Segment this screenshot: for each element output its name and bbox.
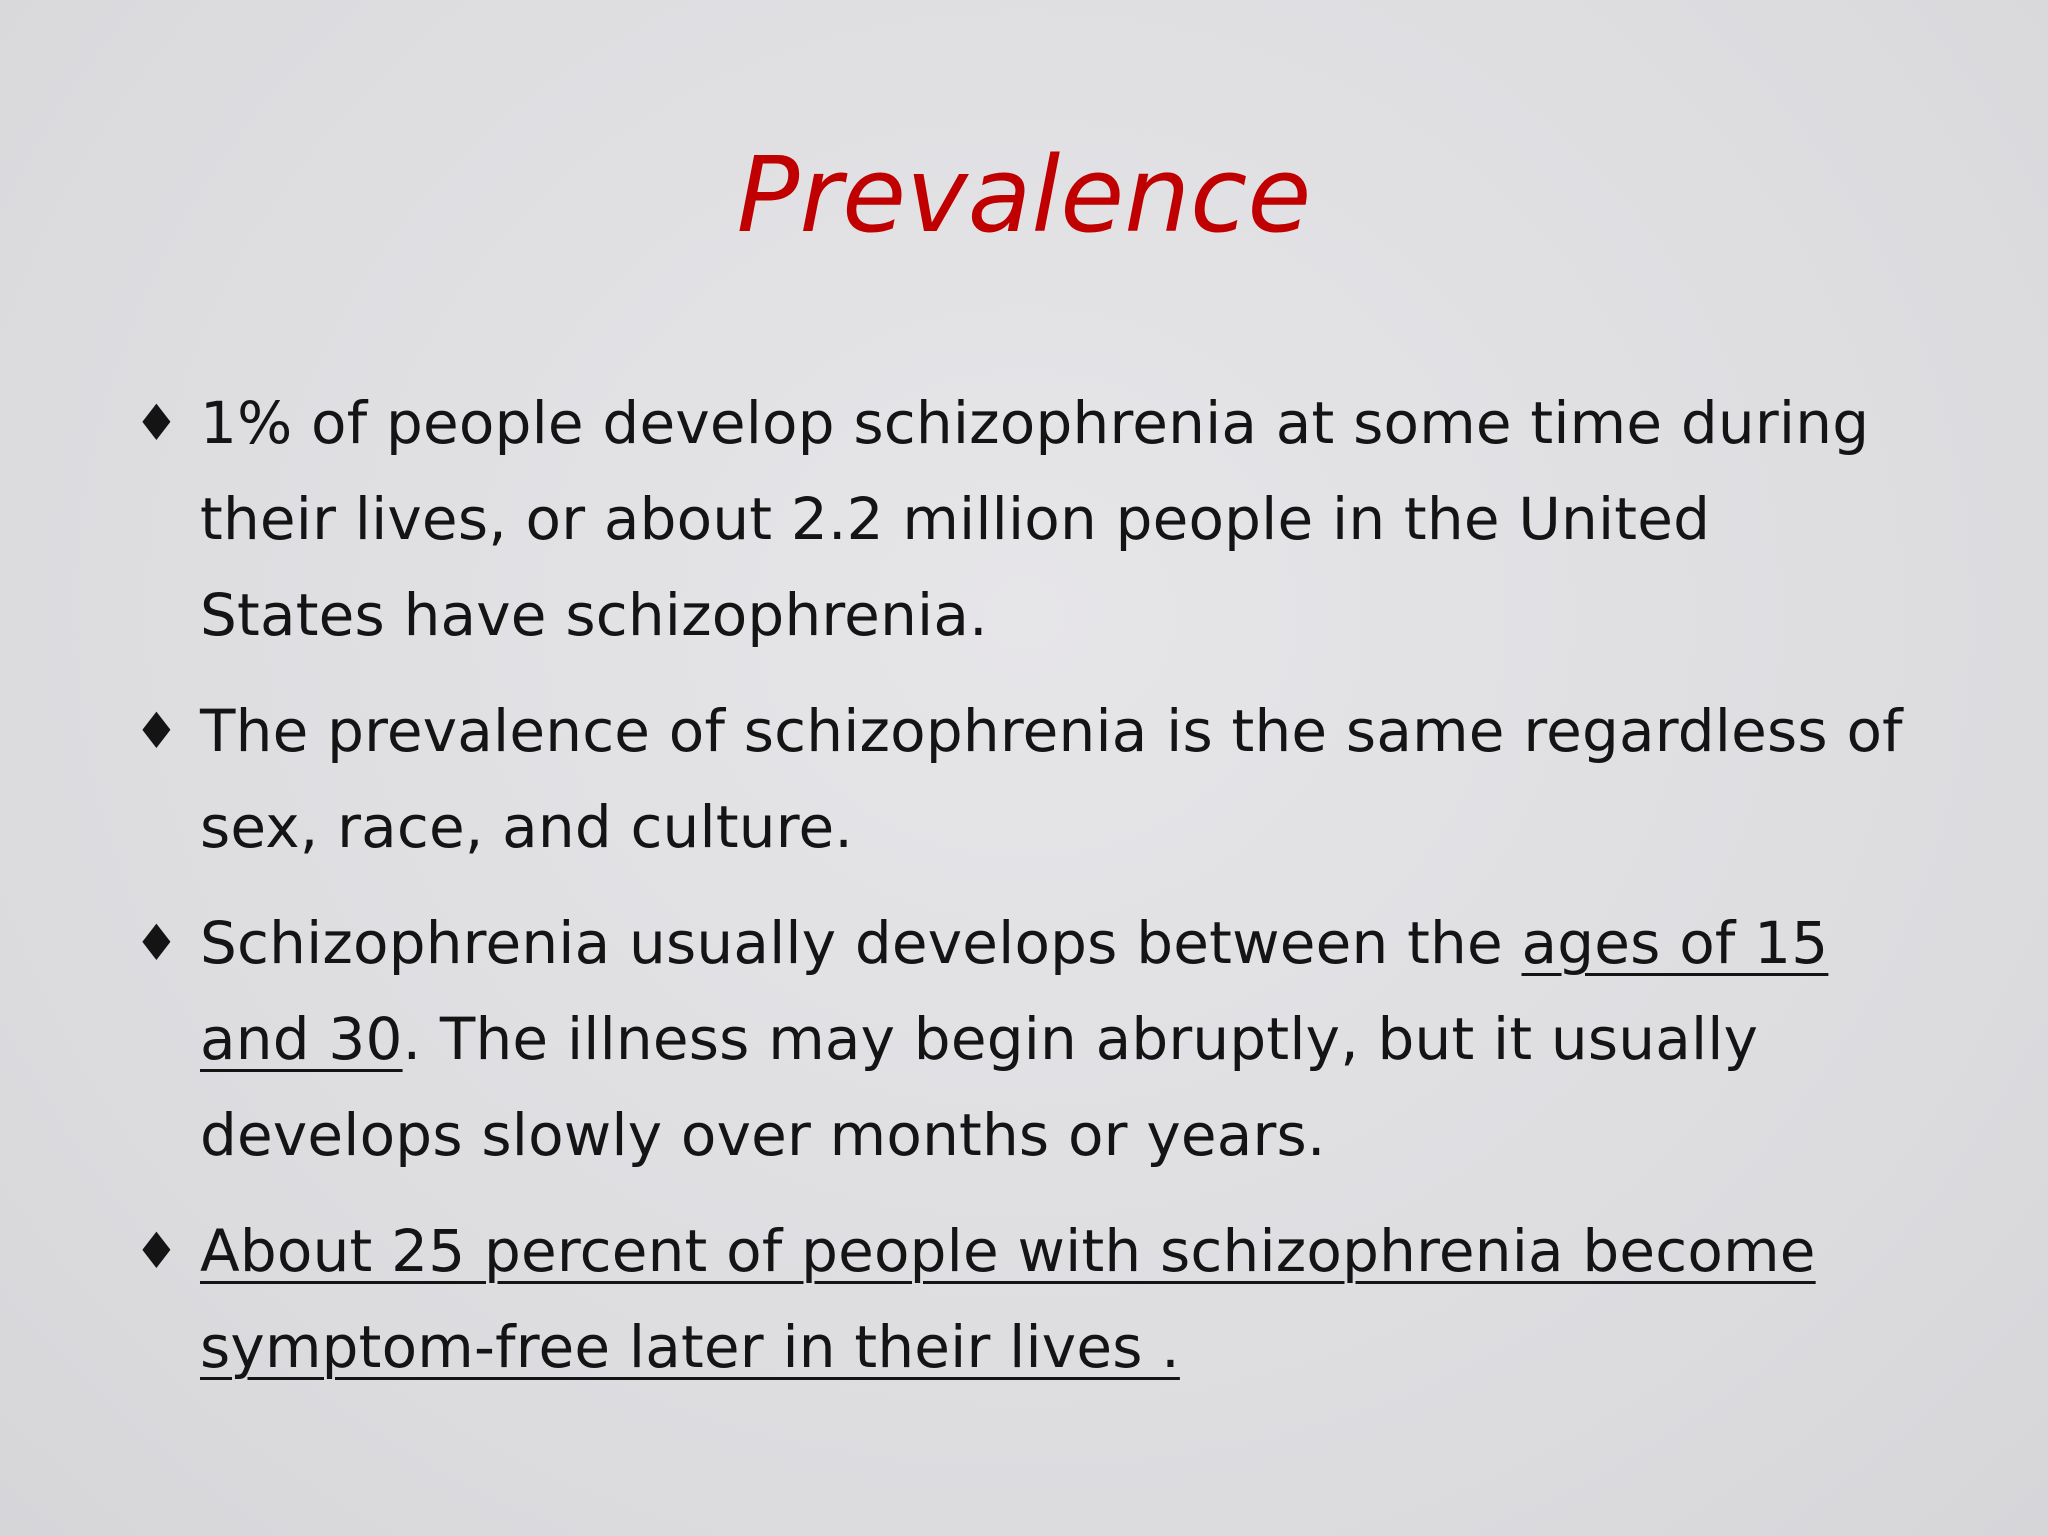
bullet-list: [130, 375, 1910, 1415]
bullet-text-part3: . The illness may begin abruptly, but it usually develops slowly over months or years.: [200, 1005, 1759, 1169]
diamond-icon: ♦: [134, 914, 180, 972]
list-item: [130, 375, 1910, 663]
list-item: [130, 1203, 1910, 1395]
bullet-text-underlined: About 25 percent of people with schizophrenia become symptom-free later in their lives .: [200, 1217, 1816, 1381]
diamond-icon: ♦: [134, 702, 180, 760]
list-item: [130, 895, 1910, 1183]
list-item: [130, 683, 1910, 875]
bullet-text: 1% of people develop schizophrenia at some time during their lives, or about 2.2 million people in the United States have schizophrenia.: [200, 389, 1870, 649]
bullet-text-underlined: ages of 15 and 30: [200, 909, 1829, 1073]
slide-title: Prevalence: [736, 134, 1312, 256]
bullet-text: The prevalence of schizophrenia is the same regardless of sex, race, and culture.: [200, 697, 1903, 861]
bullet-text-part1: Schizophrenia usually develops between the: [200, 909, 1522, 977]
diamond-icon: ♦: [134, 394, 180, 452]
diamond-icon: ♦: [134, 1222, 180, 1280]
